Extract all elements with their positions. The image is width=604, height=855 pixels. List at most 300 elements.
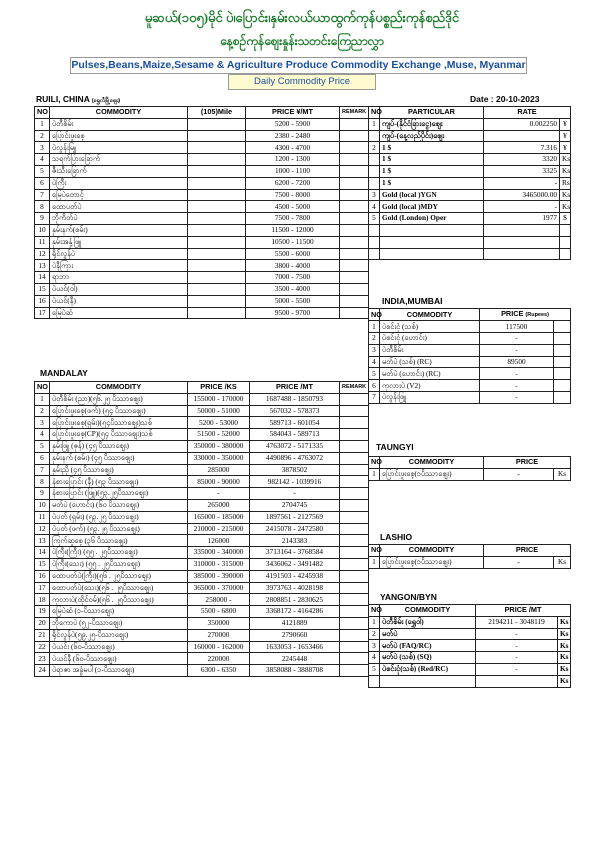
table-cell (188, 307, 246, 319)
table-cell: - (484, 177, 560, 189)
table-cell: 18 (35, 594, 50, 606)
table-cell: 2 (35, 130, 50, 142)
table-cell-empty (340, 523, 369, 535)
table-row (369, 321, 571, 333)
table-cell: 3465000.00 (484, 189, 560, 201)
table-cell: 22 (35, 641, 50, 653)
table-cell-empty (554, 344, 571, 356)
table-cell: 3 (369, 640, 380, 652)
table-cell: 50000 - 51000 (188, 405, 250, 417)
table-cell: Ks (558, 628, 571, 640)
table-cell: 51500 - 52000 (188, 429, 250, 441)
table-cell: 89500 (480, 356, 554, 368)
table-row (35, 248, 369, 260)
table-row (35, 405, 369, 417)
table-cell: 5200 - 5900 (246, 118, 340, 130)
table-cell: 0.002250 (484, 118, 560, 130)
table-cell: 9 (35, 488, 50, 500)
table-cell: ရိုင်လွန်ပဲ(၅၉.၂၅-ပိဿာဈေး) (50, 629, 188, 641)
table-cell: 1 $ (380, 142, 484, 154)
table-cell (188, 224, 246, 236)
table-cell: မြေပဲဆံ (၁-ပိဿာဈေး) (50, 606, 188, 618)
table-cell: 1 (35, 393, 50, 405)
table-cell: မတ်ပဲ (သစ်) (SQ) (380, 652, 476, 664)
table-cell (188, 201, 246, 213)
table-cell-empty (340, 393, 369, 405)
table-cell: ပဲကြီး (50, 177, 188, 189)
table-cell: 270000 (188, 629, 250, 641)
table-cell: Ks (554, 468, 571, 480)
table-cell: 385000 - 390000 (188, 570, 250, 582)
table-row (35, 154, 369, 166)
table-cell: 13 (35, 535, 50, 547)
table-cell: 9 (35, 213, 50, 225)
table-cell: ပြောင်းဖူးစေ့(၁ပိဿာဈေး) (380, 556, 484, 568)
table-cell-empty (554, 356, 571, 368)
table-cell-empty (340, 295, 369, 307)
table-cell-empty (340, 118, 369, 130)
table-cell: 1 (369, 616, 380, 628)
table-row (369, 224, 571, 236)
table-row (35, 272, 369, 284)
table-cell: 1897561 - 2127569 (250, 511, 340, 523)
col-no: NO (369, 457, 380, 469)
table-cell: 14 (35, 547, 50, 559)
table-row (35, 283, 369, 295)
table-cell: - (484, 556, 554, 568)
table-cell: 4 (35, 429, 50, 441)
table-cell (380, 675, 476, 687)
table-row (35, 130, 369, 142)
table-cell: 15 (35, 558, 50, 570)
col-price-mt: PRICE /MT (250, 382, 340, 394)
table-cell: 7.316 (484, 142, 560, 154)
table-row (369, 142, 571, 154)
table-cell: 2143383 (250, 535, 340, 547)
col-price: PRICE (484, 457, 571, 469)
table-cell: 5 (369, 213, 380, 225)
col-no: NO (369, 545, 380, 557)
table-row (369, 380, 571, 392)
table-cell: 3 (35, 417, 50, 429)
table-cell: 210000 - 215000 (188, 523, 250, 535)
table-cell: 2704745 (250, 499, 340, 511)
table-row (35, 213, 369, 225)
table-cell (369, 675, 380, 687)
table-cell: 3 (35, 142, 50, 154)
col-remark: REMARK (340, 107, 369, 119)
table-cell-empty (340, 476, 369, 488)
table-cell: 3436062 - 3491482 (250, 558, 340, 570)
table-cell: 5200 - 53000 (188, 417, 250, 429)
table-cell-empty (554, 333, 571, 345)
table-cell (380, 236, 484, 248)
table-cell: Gold (local )MDY (380, 201, 484, 213)
table-cell: - (476, 628, 558, 640)
table-row (369, 344, 571, 356)
table-cell: 1 (369, 468, 380, 480)
table-row (369, 154, 571, 166)
table-cell: ပြောင်းဖူးစေ့(ဖက်) (၅၄ ပိဿာဈေး) (50, 405, 188, 417)
table-cell: ပဲရာဇာ အခွံမပါ (၁-ပိဿာဈေး) (50, 665, 188, 677)
table-row (369, 640, 571, 652)
table-cell: ကျပ်-(နိုင်ငံခြားငွေ)ဈေး (380, 118, 484, 130)
table-cell: Ks (558, 640, 571, 652)
table-cell: 1687488 - 1850793 (250, 393, 340, 405)
table-cell-empty (340, 558, 369, 570)
ruili-section-title: RUILI, CHINA (ရွှေလီမြို့ဈေး) (36, 94, 121, 104)
table-cell: 16 (35, 295, 50, 307)
col-particular: PARTICULAR (380, 107, 484, 119)
table-cell-empty (340, 570, 369, 582)
table-cell: နှမ်းအနှံ့ဖြူ (50, 236, 188, 248)
table-cell-empty (340, 417, 369, 429)
table-row (369, 201, 571, 213)
table-cell: 3973763 - 4028198 (250, 582, 340, 594)
table-row (369, 675, 571, 687)
table-cell: 7 (35, 189, 50, 201)
table-cell: ပဲလွန်းမြူ (50, 142, 188, 154)
table-cell: 8 (35, 201, 50, 213)
table-cell: 3800 - 4000 (246, 260, 340, 272)
table-cell: 220000 (188, 653, 250, 665)
table-header-row (369, 457, 571, 469)
table-cell: ကုလားပဲ (V2) (380, 380, 480, 392)
col-no: NO (369, 107, 380, 119)
table-cell: ဘိုကောပဲ (၅၂-ပိဿာဈေး) (50, 617, 188, 629)
table-cell-empty (340, 629, 369, 641)
table-row (35, 547, 369, 559)
table-row (35, 295, 369, 307)
table-cell: 2194211 - 3048119 (476, 616, 558, 628)
table-cell: 126000 (188, 535, 250, 547)
table-cell: 7500 - 7800 (246, 213, 340, 225)
table-row (35, 165, 369, 177)
col-no: NO (369, 605, 380, 617)
table-row (35, 499, 369, 511)
table-cell: 4121889 (250, 617, 340, 629)
table-cell (188, 295, 246, 307)
table-cell: ထောပတ်ပဲ(ကြီး)(၅၆ . ၂၅ပိဿာဈေး) (50, 570, 188, 582)
table-cell: 4 (369, 356, 380, 368)
table-cell-empty (340, 213, 369, 225)
col-price: PRICE ¥/MT (246, 107, 340, 119)
table-row (369, 368, 571, 380)
table-cell (188, 142, 246, 154)
table-cell (369, 224, 380, 236)
table-header-row (369, 309, 571, 321)
table-cell: နံစားပြောင်း (နီ) (၅၃ ပိဿာဈေး) (50, 476, 188, 488)
table-cell (380, 224, 484, 236)
table-row (35, 236, 369, 248)
table-row (369, 356, 571, 368)
table-cell: 4490896 - 4763072 (250, 452, 340, 464)
table-row (369, 236, 571, 248)
table-cell: 11 (35, 511, 50, 523)
table-cell: 12 (35, 523, 50, 535)
table-cell (188, 236, 246, 248)
table-cell: 14 (35, 272, 50, 284)
table-cell (560, 248, 571, 260)
table-cell: 5 (369, 663, 380, 675)
table-cell: ပဲတီစိမ်း (50, 118, 188, 130)
col-remark: REMARK (340, 382, 369, 394)
table-cell: 11500 - 12000 (246, 224, 340, 236)
table-cell (369, 177, 380, 189)
table-cell (188, 213, 246, 225)
table-cell: - (480, 368, 554, 380)
table-cell: ပဲစင်းငုံ (ဟောင်း) (380, 333, 480, 345)
col-price: PRICE (Rupees) (480, 309, 571, 321)
table-cell (188, 118, 246, 130)
table-row (35, 629, 369, 641)
table-cell-empty (340, 130, 369, 142)
table-cell-empty (340, 224, 369, 236)
table-cell: Rs (560, 177, 571, 189)
table-row (35, 476, 369, 488)
table-cell: Ks (560, 201, 571, 213)
lashio-section-title: LASHIO (380, 532, 413, 542)
table-cell (188, 260, 246, 272)
table-cell: 350000 - 380000 (188, 440, 250, 452)
table-cell-empty (340, 535, 369, 547)
table-cell: 2 (35, 405, 50, 417)
table-cell: 2808851 - 2830625 (250, 594, 340, 606)
mandalay-section-title: MANDALAY (40, 368, 88, 378)
table-row (35, 118, 369, 130)
table-cell: ပြောင်းဖူးစေ့(၁ပိဿာဈေး) (380, 468, 484, 480)
table-cell: $ (560, 213, 571, 225)
table-cell-empty (554, 368, 571, 380)
table-cell-empty (340, 405, 369, 417)
table-cell: 4 (369, 201, 380, 213)
table-cell (484, 224, 560, 236)
table-cell-empty (340, 547, 369, 559)
table-cell: 258000 - (188, 594, 250, 606)
col-commodity: COMMODITY (50, 107, 188, 119)
table-cell: ¥ (560, 118, 571, 130)
table-cell: - (480, 380, 554, 392)
table-row (35, 452, 369, 464)
table-cell: 21 (35, 629, 50, 641)
table-row (35, 535, 369, 547)
table-cell: နှမ်းနက် (စမ်း) (၄၅ ပိဿာဈေး) (50, 452, 188, 464)
table-cell: Ks (554, 556, 571, 568)
table-cell (188, 154, 246, 166)
table-cell: 160000 - 162000 (188, 641, 250, 653)
table-cell-empty (340, 440, 369, 452)
table-cell: 17 (35, 307, 50, 319)
table-cell: ပဲစင်းငုံ (သစ်) (380, 321, 480, 333)
table-row (35, 307, 369, 319)
table-cell: ပဲယင်(ဝါ) (50, 283, 188, 295)
table-cell-empty (554, 392, 571, 404)
col-rate: RATE (484, 107, 571, 119)
table-cell: 310000 - 315000 (188, 558, 250, 570)
table-cell: 10500 - 11500 (246, 236, 340, 248)
table-cell-empty (340, 641, 369, 653)
table-cell-empty (340, 511, 369, 523)
table-cell: ပြောင်းဖူးစေ့(ရှမ်း)(၅၄ပိဿာဈေး)သစ် (50, 417, 188, 429)
col-commodity: COMMODITY (380, 457, 484, 469)
table-cell: - (476, 652, 558, 664)
table-cell: 5500 - 6800 (188, 606, 250, 618)
table-cell: 3500 - 4000 (246, 283, 340, 295)
table-row (369, 130, 571, 142)
table-cell-empty (340, 272, 369, 284)
table-row (35, 189, 369, 201)
table-cell: 3 (369, 189, 380, 201)
table-cell: 2415078 - 2472580 (250, 523, 340, 535)
table-cell-empty (340, 606, 369, 618)
yangon-section-title: YANGON/BYN (380, 592, 437, 602)
table-cell: 285000 (188, 464, 250, 476)
table-cell-empty (340, 499, 369, 511)
table-cell (369, 165, 380, 177)
table-cell: 1977 (484, 213, 560, 225)
table-cell: - (480, 344, 554, 356)
table-cell: 6 (369, 380, 380, 392)
table-cell-empty (340, 582, 369, 594)
table-cell: သရက်ပြားခြောက် (50, 154, 188, 166)
col-mile: (105)Mile (188, 107, 246, 119)
table-cell: 3325 (484, 165, 560, 177)
table-cell: Ks (560, 189, 571, 201)
table-row (35, 417, 369, 429)
table-cell-empty (340, 165, 369, 177)
table-cell: Gold (London) Oper (380, 213, 484, 225)
table-cell: 24 (35, 665, 50, 677)
table-header-row (369, 107, 571, 119)
table-cell: ပဲတီစိမ်း (ရွှေဝါ) (380, 616, 476, 628)
table-cell (188, 177, 246, 189)
table-row (35, 260, 369, 272)
table-cell-empty (340, 154, 369, 166)
table-cell: 19 (35, 606, 50, 618)
table-cell: ပဲတီစိမ်း (ညာ)(၅၆.၂၅ ပိဿာဈေး) (50, 393, 188, 405)
table-cell: မတ်ပဲ (သစ်) (RC) (380, 356, 480, 368)
table-cell: 584043 - 589713 (250, 429, 340, 441)
table-cell: 2380 - 2480 (246, 130, 340, 142)
table-cell: 2 (369, 333, 380, 345)
table-row (35, 201, 369, 213)
table-cell: 1 (369, 556, 380, 568)
table-row (369, 333, 571, 345)
col-no: NO (35, 382, 50, 394)
table-cell: 4300 - 4700 (246, 142, 340, 154)
table-cell: ပြောင်းဖူးစေ့ (50, 130, 188, 142)
table-cell-empty (340, 201, 369, 213)
table-cell: - (480, 392, 554, 404)
table-cell: Ks (558, 663, 571, 675)
col-price: PRICE (484, 545, 571, 557)
table-cell: 13 (35, 260, 50, 272)
table-cell: 1000 - 1100 (246, 165, 340, 177)
table-cell: 5 (369, 368, 380, 380)
table-cell: နှမ်းညို (၄၅ ပိဿာဈေး) (50, 464, 188, 476)
table-cell: 4 (35, 154, 50, 166)
table-cell: 3878502 (250, 464, 340, 476)
table-row (35, 665, 369, 677)
table-cell-empty (340, 665, 369, 677)
mandalay-price-table (34, 381, 369, 677)
table-row (35, 429, 369, 441)
table-row (35, 641, 369, 653)
taungyi-section-title: TAUNGYI (376, 442, 414, 452)
table-cell-empty (340, 236, 369, 248)
col-commodity: COMMODITY (380, 545, 484, 557)
table-cell: 10 (35, 224, 50, 236)
table-cell: 5000 - 5500 (246, 295, 340, 307)
table-cell-empty (554, 321, 571, 333)
table-cell-empty (340, 307, 369, 319)
yangon-price-table (368, 604, 571, 688)
table-cell: - (484, 201, 560, 213)
table-cell: ထောပတ်ပဲ (50, 201, 188, 213)
table-cell: 5 (35, 440, 50, 452)
table-cell: 350000 (188, 617, 250, 629)
table-header-row (35, 107, 369, 119)
india-price-table (368, 308, 571, 404)
table-cell: 12 (35, 248, 50, 260)
table-cell: 3713164 - 3768584 (250, 547, 340, 559)
table-cell: 4191503 - 4245938 (250, 570, 340, 582)
table-cell (476, 675, 558, 687)
table-cell: မတ်ပဲ (FAQ/RC) (380, 640, 476, 652)
table-header-row (369, 545, 571, 557)
table-cell: 1 $ (380, 177, 484, 189)
table-cell: ပဲယင်နီ (၆၀-ပိဿာဈေး) (50, 653, 188, 665)
col-price-ks: PRICE /KS (188, 382, 250, 394)
table-cell: - (484, 468, 554, 480)
table-cell: 4763072 - 5171335 (250, 440, 340, 452)
table-cell: 2 (369, 628, 380, 640)
table-row (369, 556, 571, 568)
table-cell: 23 (35, 653, 50, 665)
table-cell: 15 (35, 283, 50, 295)
table-cell-empty (340, 653, 369, 665)
table-cell: - (476, 640, 558, 652)
table-row (35, 488, 369, 500)
table-cell: 6300 - 6350 (188, 665, 250, 677)
table-cell: 4500 - 5000 (246, 201, 340, 213)
table-cell: ¥ (560, 142, 571, 154)
table-cell: Ks (558, 616, 571, 628)
table-cell-empty (340, 464, 369, 476)
table-row (369, 628, 571, 640)
table-cell: ပြောင်းဖူးစေ့(CP)(၅၄ ပိဿာဈေး)သစ် (50, 429, 188, 441)
col-price: PRICE /MT (476, 605, 571, 617)
table-cell-empty (340, 177, 369, 189)
table-cell: 365000 - 370000 (188, 582, 250, 594)
table-row (369, 177, 571, 189)
daily-price-label: Daily Commodity Price (228, 74, 376, 90)
table-row (369, 663, 571, 675)
table-cell: 3858088 - 3888708 (250, 665, 340, 677)
table-header-row (35, 382, 369, 394)
taungyi-price-table (368, 456, 571, 481)
table-cell: ထောပတ်ပဲ(သေး)(၅၆ . ၂၅ပိဿာဈေး) (50, 582, 188, 594)
table-cell: 1 (35, 118, 50, 130)
table-cell: 3 (369, 344, 380, 356)
table-cell: မတ်ပဲ (ဟောင်း) (RC) (380, 368, 480, 380)
table-cell: ကျပ်-(နေ့လည်ပိုင်း)ဈေး (380, 130, 484, 142)
col-no: NO (369, 309, 380, 321)
india-section-title: INDIA,MUMBAI (382, 296, 443, 306)
report-date: Date : 20-10-2023 (470, 94, 540, 104)
table-cell-empty (340, 429, 369, 441)
table-row (35, 523, 369, 535)
